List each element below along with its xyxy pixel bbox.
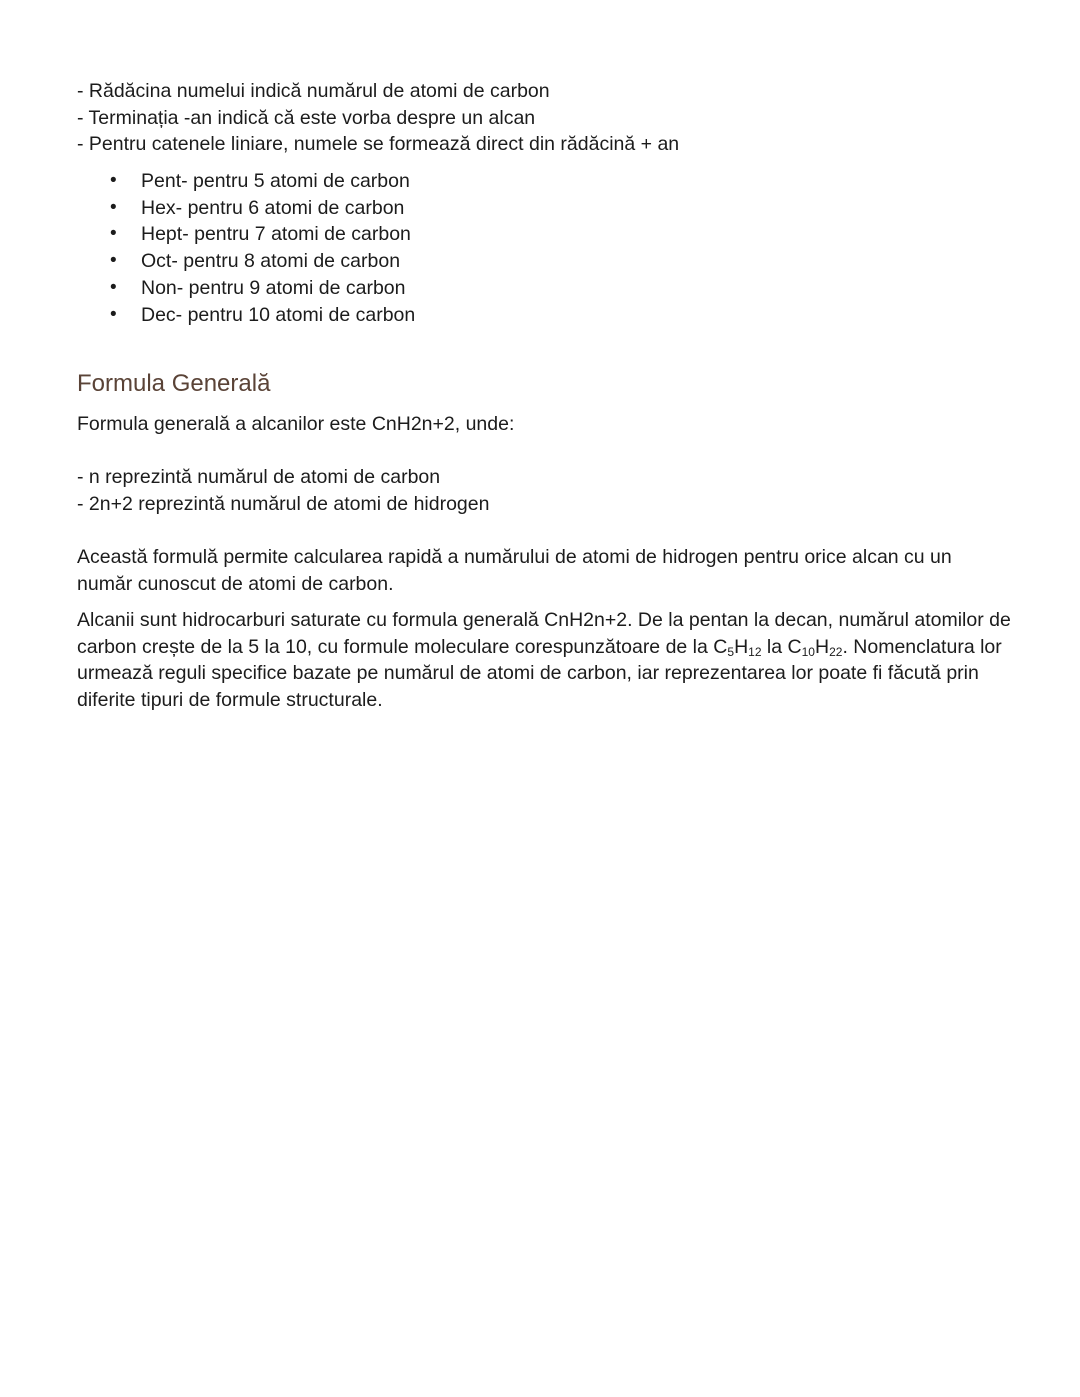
list-item <box>77 248 977 275</box>
definition-n: - n reprezintă numărul de atomi de carbon <box>77 466 441 488</box>
bullet-icon: • <box>110 170 117 191</box>
formula-explanation-paragraph: Această formulă permite calcularea rapidă a numărului de atomi de hidrogen pentru orice alcan cu un număr cunoscut de atomi de carbon. <box>77 546 952 595</box>
list-item-text: Dec- pentru 10 atomi de carbon <box>141 303 416 326</box>
bullet-icon: • <box>110 196 117 218</box>
list-item <box>77 168 977 195</box>
list-item-text: Oct- pentru 8 atomi de carbon <box>141 250 401 273</box>
list-item <box>77 275 977 302</box>
rule-suffix-line: - Terminația -an indică că este vorba despre un alcan <box>77 106 536 129</box>
formula-element-c: C <box>787 635 802 658</box>
list-item-text: Non- pentru 9 atomi de carbon <box>141 276 406 299</box>
bullet-icon: • <box>110 223 117 245</box>
list-item-text: Hex- pentru 6 atomi de carbon <box>141 196 405 219</box>
rule-root-line: - Rădăcina numelui indică numărul de atomi de carbon <box>77 80 550 102</box>
summary-text-mid: la <box>761 635 788 658</box>
list-item-text: Hept- pentru 7 atomi de carbon <box>141 223 411 246</box>
list-item <box>77 221 977 248</box>
rule-linear-chain-line: - Pentru catenele liniare, numele se formează direct din rădăcină + an <box>77 133 680 155</box>
summary-text-start: Alcanii sunt hidrocarburi saturate cu formula generală CnH2n+2. De la pentan la decan, numărul atomilor de carbon crește de la 5 la 10, cu formule moleculare corespunzătoare de la <box>77 609 1011 658</box>
formula-definitions <box>77 464 1012 517</box>
bullet-icon: • <box>110 276 117 298</box>
bullet-icon: • <box>110 250 117 272</box>
formula-intro: Formula generală a alcanilor este CnH2n+2, unde: <box>77 413 515 435</box>
definition-hydrogen: - 2n+2 reprezintă numărul de atomi de hidrogen <box>77 492 490 515</box>
prefix-list <box>77 168 977 328</box>
formula-element-c: C <box>713 635 728 658</box>
formula-element-h: H <box>814 635 830 658</box>
list-item <box>77 195 977 222</box>
formula-c5h12 <box>713 636 761 658</box>
summary-paragraph <box>77 607 1012 713</box>
formula-subscript: 12 <box>748 644 762 659</box>
section-heading: Formula Generală <box>77 370 271 397</box>
list-item-text: Pent- pentru 5 atomi de carbon <box>141 170 410 192</box>
bullet-icon: • <box>110 303 117 325</box>
formula-c10h22 <box>788 636 843 658</box>
list-item <box>77 302 977 329</box>
formula-subscript: 22 <box>829 644 843 659</box>
formula-subscript: 5 <box>727 644 735 659</box>
formula-subscript: 10 <box>801 644 815 659</box>
formula-element-h: H <box>734 635 749 658</box>
naming-rules <box>77 78 1017 158</box>
summary-text-end: . Nomenclatura lor urmează reguli specifice bazate pe numărul de atomi de carbon, iar reprezentarea lor poate fi făcută prin diferite tipuri de formule structurale. <box>77 635 1002 711</box>
